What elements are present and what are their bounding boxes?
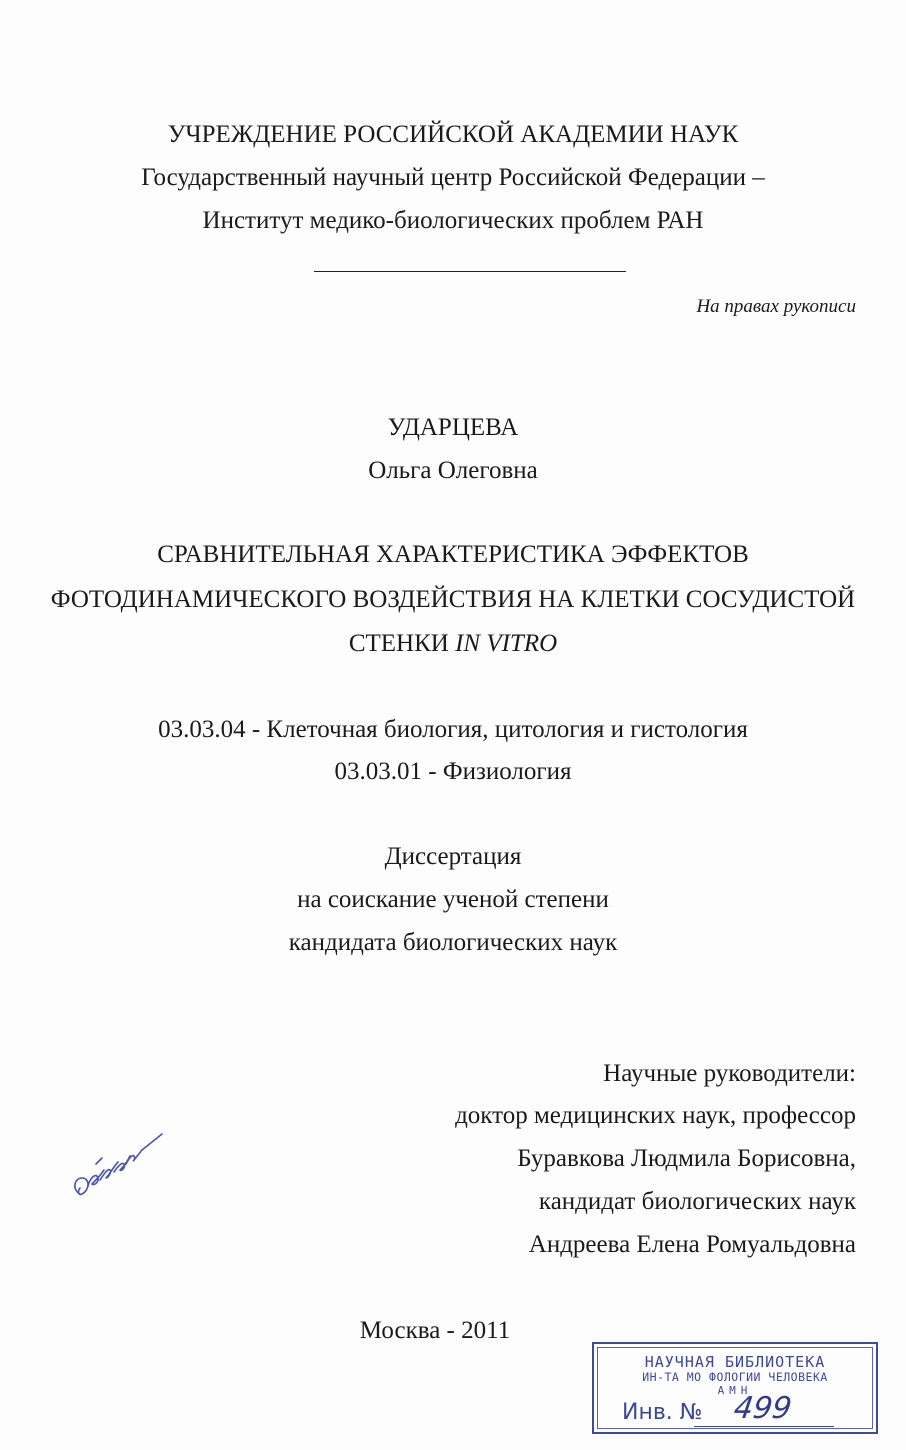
stamp-library-name: НАУЧНАЯ БИБЛИОТЕКА — [644, 1353, 826, 1371]
header-divider — [314, 271, 626, 272]
organization-name: УЧРЕЖДЕНИЕ РОССИЙСКОЙ АКАДЕМИИ НАУК — [167, 121, 739, 148]
handwritten-signature — [66, 1120, 176, 1210]
stamp-academy: АМН — [717, 1384, 753, 1397]
document-type: Диссертация — [384, 843, 522, 870]
author-surname: УДАРЦЕВА — [387, 414, 519, 441]
stamp-inventory-label: Инв. № — [622, 1400, 703, 1425]
stamp-inventory-number: 499 — [731, 1391, 794, 1426]
thesis-title-line-3 — [0, 629, 906, 659]
thesis-title-in-vitro: IN VITRO — [455, 630, 558, 657]
thesis-title-prefix: СТЕНКИ — [348, 630, 456, 657]
supervisor-1-title: доктор медицинских наук, профессор — [455, 1102, 856, 1129]
author-given-names: Ольга Олеговна — [368, 457, 538, 484]
specialty-2: 03.03.01 - Физиология — [334, 758, 572, 785]
degree-name: кандидата биологических наук — [288, 929, 618, 956]
specialty-1: 03.03.04 - Клеточная биология, цитология и гистология — [158, 716, 748, 743]
supervisor-2-name: Андреева Елена Ромуальдовна — [528, 1231, 856, 1258]
thesis-title-line-2: ФОТОДИНАМИЧЕСКОГО ВОЗДЕЙСТВИЯ НА КЛЕТКИ СОСУДИСТОЙ — [50, 586, 856, 613]
organization-subtitle: Государственный научный центр Российской Федерации – — [141, 164, 765, 191]
degree-purpose: на соискание ученой степени — [297, 886, 609, 913]
stamp-inventory-underline — [694, 1426, 834, 1427]
library-stamp — [592, 1342, 878, 1434]
stamp-institute-name: ИН-ТА МО ФОЛОГИИ ЧЕЛОВЕКА — [642, 1370, 828, 1384]
institute-name: Институт медико-биологических проблем РАН — [202, 207, 704, 234]
thesis-title-line-1: СРАВНИТЕЛЬНАЯ ХАРАКТЕРИСТИКА ЭФФЕКТОВ — [157, 541, 749, 568]
supervisor-1-name: Буравкова Людмила Борисовна, — [517, 1145, 856, 1172]
supervisor-2-title: кандидат биологических наук — [538, 1188, 856, 1215]
supervisors-heading: Научные руководители: — [603, 1060, 856, 1087]
city-and-year: Москва - 2011 — [359, 1317, 511, 1344]
manuscript-note: На правах рукописи — [696, 296, 856, 317]
